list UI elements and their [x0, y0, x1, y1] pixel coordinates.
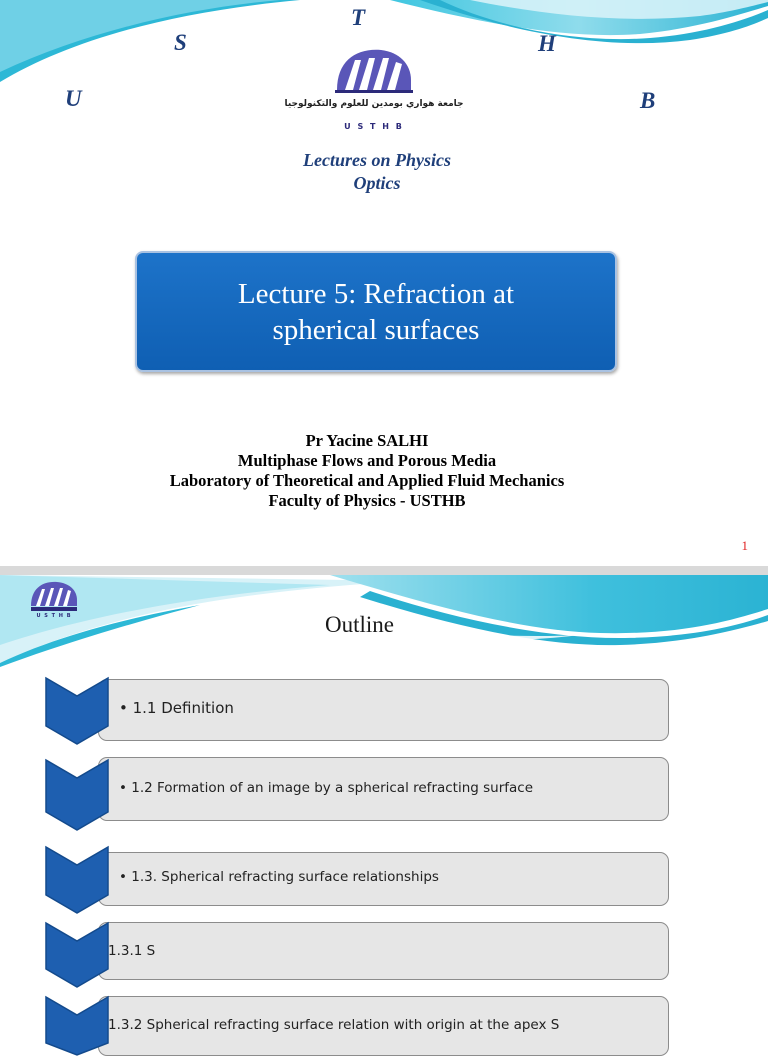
- corner-letter-s: S: [174, 30, 187, 55]
- outline-item-3-label: • 1.3. Spherical refracting surface relationships: [119, 869, 439, 885]
- logo-arabic-line1: جامعة هواري بومدين للعلوم والتكنولوجيا: [284, 99, 464, 109]
- subtitle-lectures: Lectures on Physics: [303, 150, 451, 170]
- author-name: Pr Yacine SALHI: [305, 431, 429, 450]
- lecture-title-line1: Lecture 5: Refraction at: [237, 277, 515, 310]
- corner-letter-h: H: [538, 31, 556, 56]
- outline-item-2-label: • 1.2 Formation of an image by a spherical refracting surface: [119, 780, 534, 796]
- outline-title: Outline: [325, 612, 394, 637]
- corner-letter-u: U: [65, 86, 82, 111]
- laboratory-name: Laboratory of Theoretical and Applied Fluid Mechanics: [169, 471, 565, 490]
- logo-latin-text: U S T H B: [344, 122, 404, 131]
- outline-item-4-label: 1.3.1 S: [108, 943, 156, 959]
- usthb-logo: [284, 46, 464, 132]
- outline-item-5-label: 1.3.2 Spherical refracting surface relation with origin at the apex S: [108, 1017, 560, 1033]
- lecture-title-box: [135, 251, 617, 372]
- usthb-logo-small: [29, 580, 79, 618]
- chevron-down-icon: [44, 995, 110, 1055]
- corner-letter-t: T: [351, 5, 366, 30]
- faculty-name: Faculty of Physics - USTHB: [268, 491, 466, 510]
- lecture-title-line2: spherical surfaces: [272, 313, 480, 346]
- outline-item-1-label: • 1.1 Definition: [119, 699, 234, 717]
- research-group: Multiphase Flows and Porous Media: [237, 451, 497, 470]
- outline-slide: [0, 575, 768, 1033]
- page-separator: [0, 566, 768, 575]
- chevron-down-icon: [44, 921, 110, 989]
- lecture-title: [238, 276, 514, 348]
- outline-item-4-box: [98, 922, 669, 980]
- chevron-down-icon: [44, 676, 110, 746]
- author-block: [0, 431, 734, 511]
- logo-small-latin-text: U S T H B: [36, 613, 72, 619]
- subtitle-optics: Optics: [353, 173, 401, 193]
- page-number: 1: [741, 538, 748, 553]
- chevron-down-icon: [44, 758, 110, 832]
- corner-letter-b: B: [640, 88, 656, 113]
- chevron-down-icon: [44, 845, 110, 915]
